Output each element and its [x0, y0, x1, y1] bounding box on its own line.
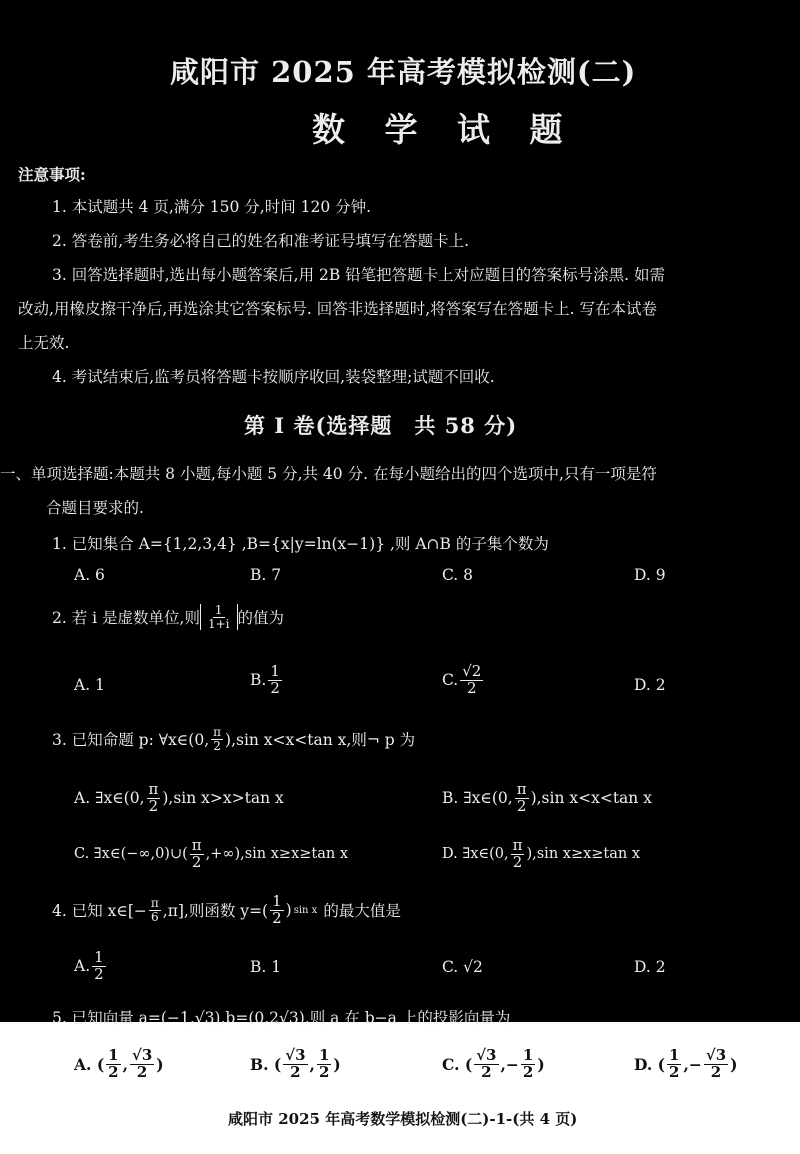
q4-base-fraction [270, 894, 284, 927]
question-1-stem: 1. 已知集合 A={1,2,3,4} ,B={x|y=ln(x−1)} ,则 A∩B 的子集个数为 [52, 535, 549, 553]
page-footer: 咸阳市 2025 年高考数学模拟检测(二)-1-(共 4 页) [228, 1110, 578, 1128]
q5-b-n1: √3 [285, 1046, 306, 1064]
q3-d-denominator: 2 [512, 852, 523, 871]
q5-option-b [250, 1048, 341, 1081]
q5-d-n1: 1 [669, 1046, 680, 1064]
q3-option-b [442, 782, 652, 815]
q5-b-n2: 1 [318, 1046, 330, 1064]
q5-a-sep: , [122, 1054, 128, 1074]
q5-a-d2: 2 [136, 1062, 148, 1081]
q3-stem-numerator: π [213, 725, 222, 739]
q3-b-post: ),sin x<x<tan x [530, 789, 652, 808]
q5-a-fraction-1 [106, 1048, 120, 1081]
q2-option-b [250, 664, 284, 697]
q5-b-d1: 2 [290, 1062, 301, 1081]
q5-b-close: ) [333, 1054, 341, 1074]
notice-item-4: 4. 考试结束后,监考员将答题卡按顺序收回,装袋整理;试题不回收. [52, 368, 495, 386]
q2-c-numerator: √2 [462, 662, 482, 680]
q2-fraction [206, 604, 232, 630]
q3-d-numerator: π [512, 836, 523, 854]
q5-a-close: ) [156, 1054, 164, 1074]
q1-option-b: B. 7 [250, 566, 282, 584]
q3-c-numerator: π [191, 836, 202, 854]
section-intro-line-1: 一、单项选择题:本题共 8 小题,每小题 5 分,共 40 分. 在每小题给出的四个选项中,只有一项是符 [0, 465, 657, 483]
notice-item-2: 2. 答卷前,考生务必将自己的姓名和准考证号填写在答题卡上. [52, 232, 470, 250]
q3-c-post: ,+∞),sin x≥x≥tan x [205, 846, 349, 863]
q5-d-d2: 2 [710, 1062, 722, 1081]
q3-stem-fraction [211, 726, 223, 752]
q5-c-sep: ,− [500, 1054, 519, 1074]
q3-stem-post: ),sin x<x<tan x,则¬ p 为 [225, 731, 416, 750]
q3-b-numerator: π [516, 780, 527, 798]
q1-option-a: A. 6 [74, 566, 105, 584]
question-3-stem [52, 726, 415, 752]
q3-stem-denominator: 2 [213, 738, 221, 753]
q2-option-b-fraction [268, 664, 282, 697]
q5-d-d1: 2 [669, 1062, 680, 1081]
q5-b-fraction-2 [317, 1048, 331, 1081]
q5-d-close: ) [730, 1054, 738, 1074]
q4-a-numerator: 1 [94, 948, 104, 966]
q3-a-pre: A. ∃x∈(0, [74, 789, 145, 808]
q5-c-n1: √3 [476, 1046, 497, 1064]
q2-option-c [442, 664, 485, 697]
q2-option-a: A. 1 [74, 676, 105, 694]
q3-b-pre: B. ∃x∈(0, [442, 789, 513, 808]
q5-a-d1: 2 [108, 1062, 119, 1081]
q3-a-numerator: π [148, 780, 159, 798]
q3-d-fraction [511, 838, 525, 871]
light-page-region [0, 1022, 800, 1154]
q4-limit-fraction [149, 897, 161, 923]
q5-a-n2: √3 [132, 1046, 153, 1064]
q4-option-c: C. √2 [442, 958, 483, 976]
q2-b-numerator: 1 [270, 662, 280, 680]
q5-b-d2: 2 [318, 1062, 330, 1081]
q4-base-denominator: 2 [272, 908, 282, 927]
q5-b-fraction-1 [283, 1048, 307, 1081]
notice-item-3-line-3: 上无效. [18, 334, 70, 352]
q4-option-a [74, 950, 108, 983]
q5-c-close: ) [537, 1054, 545, 1074]
q4-stem-post: 的最大值是 [323, 902, 401, 921]
q5-a-n1: 1 [108, 1046, 119, 1064]
q2-stem-pre: 2. 若 i 是虚数单位,则 [52, 609, 200, 628]
q5-d-fraction-2 [704, 1048, 728, 1081]
q4-stem-mid: ,π],则函数 y=( [162, 902, 269, 921]
q5-d-n2: √3 [705, 1046, 727, 1064]
q5-b-label: B. ( [250, 1054, 282, 1074]
q3-a-post: ),sin x>x>tan x [162, 789, 284, 808]
q2-option-d: D. 2 [634, 676, 666, 694]
q1-option-c: C. 8 [442, 566, 474, 584]
q3-d-post: ),sin x≥x≥tan x [526, 846, 641, 863]
q4-a-denominator: 2 [94, 964, 104, 983]
q4-stem-pre: 4. 已知 x∈[− [52, 902, 147, 921]
q2-c-denominator: 2 [467, 678, 477, 697]
q5-a-label: A. ( [74, 1054, 105, 1074]
notice-item-3-line-2: 改动,用橡皮擦干净后,再选涂其它答案标号. 回答非选择题时,将答案写在答题卡上. 写在本试卷 [18, 300, 657, 318]
q3-c-fraction [190, 838, 204, 871]
q2-fraction-denominator: 1+i [207, 616, 230, 631]
q4-limit-denominator: 6 [151, 909, 159, 924]
exam-subtitle: 数 学 试 题 [312, 110, 577, 149]
q3-option-d [442, 838, 640, 871]
q3-a-denominator: 2 [148, 796, 159, 815]
q2-option-c-label: C. [442, 671, 459, 690]
q5-b-sep: , [309, 1054, 315, 1074]
q5-a-fraction-2 [130, 1048, 154, 1081]
q3-c-denominator: 2 [191, 852, 202, 871]
q3-option-c [74, 838, 348, 871]
q2-b-denominator: 2 [270, 678, 280, 697]
q3-b-fraction [515, 782, 529, 815]
q4-base-numerator: 1 [272, 892, 282, 910]
q3-c-pre: C. ∃x∈(−∞,0)∪( [74, 846, 188, 863]
q5-c-fraction-2 [521, 1048, 535, 1081]
q5-d-sep: ,− [683, 1054, 702, 1074]
q3-d-pre: D. ∃x∈(0, [442, 846, 509, 863]
q5-option-c [442, 1048, 545, 1081]
q3-a-fraction [147, 782, 161, 815]
q5-c-n2: 1 [522, 1046, 534, 1064]
q5-c-d2: 2 [522, 1062, 534, 1081]
notice-item-3-line-1: 3. 回答选择题时,选出每小题答案后,用 2B 铅笔把答题卡上对应题目的答案标号涂黑. 如需 [52, 266, 666, 284]
q4-limit-numerator: π [150, 896, 159, 911]
section-intro-line-2: 合题目要求的. [46, 499, 144, 517]
q4-option-a-fraction [92, 950, 106, 983]
q2-fraction-numerator: 1 [214, 603, 223, 617]
q5-d-fraction-1 [667, 1048, 681, 1081]
q5-c-label: C. ( [442, 1054, 473, 1074]
notice-item-1: 1. 本试题共 4 页,满分 150 分,时间 120 分钟. [52, 198, 372, 216]
question-2-stem [52, 604, 284, 630]
q4-option-d: D. 2 [634, 958, 666, 976]
q2-option-b-label: B. [250, 671, 267, 690]
q4-option-b: B. 1 [250, 958, 282, 976]
q5-c-fraction-1 [474, 1048, 498, 1081]
q5-option-d [634, 1048, 737, 1081]
notice-heading: 注意事项: [18, 165, 86, 184]
q2-option-c-fraction [460, 664, 483, 697]
q1-option-d: D. 9 [634, 566, 666, 584]
q5-option-a [74, 1048, 164, 1081]
section-title: 第 Ⅰ 卷(选择题 共 58 分) [244, 413, 518, 438]
exam-title: 咸阳市 2025 年高考模拟检测(二) [170, 55, 637, 89]
q3-b-denominator: 2 [516, 796, 527, 815]
q4-option-a-label: A. [74, 957, 91, 976]
question-4-stem: 4. 已知 x∈[− $\frac{\pi}{6}$ ,π],则函数 y=( $\frac{1}{2}$ ) sin x 的最大值是 [52, 892, 401, 927]
question-5-stem: 5. 已知向量 a=(−1,√3),b=(0,2√3),则 a 在 b−a 上的投影向量为 [52, 1009, 511, 1027]
q3-option-a [74, 782, 284, 815]
q3-stem-pre: 3. 已知命题 p: ∀x∈(0, [52, 731, 210, 750]
q2-absolute-value [200, 604, 238, 630]
q4-exponent: sin x [293, 904, 318, 916]
q5-d-label: D. ( [634, 1054, 666, 1074]
q2-stem-post: 的值为 [237, 609, 285, 628]
q5-c-d1: 2 [481, 1062, 492, 1081]
